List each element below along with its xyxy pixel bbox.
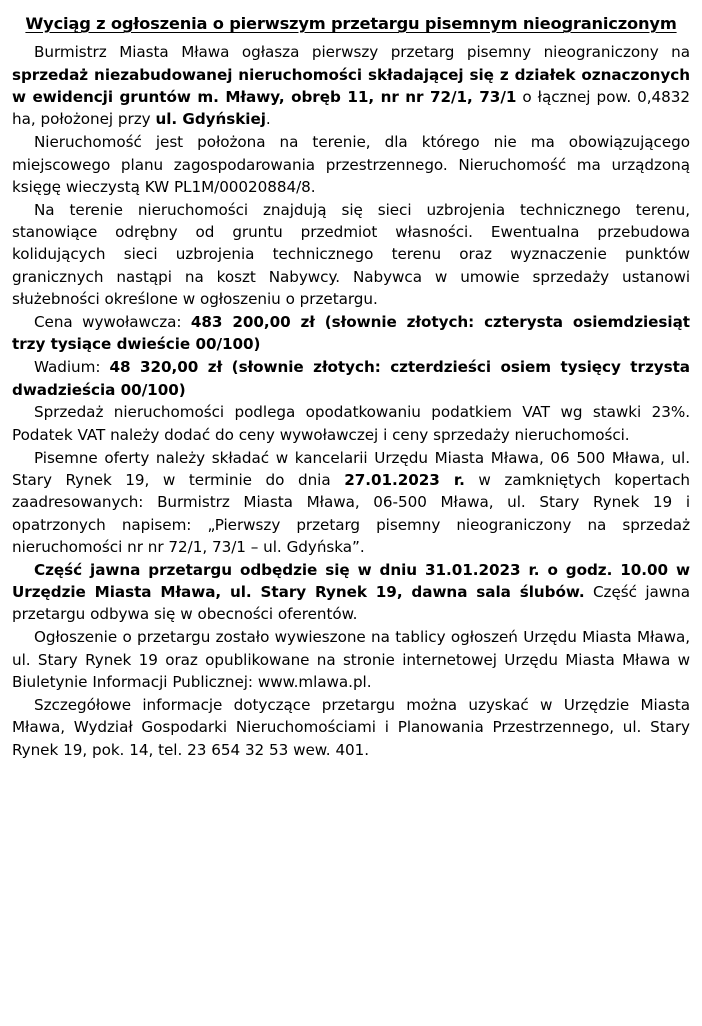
document-body: [12, 41, 690, 761]
p5-wadium: [12, 356, 690, 401]
p6-vat: [12, 401, 690, 446]
emphasis-text: Część jawna przetargu odbędzie się w dniu 31.01.2023 r. o godz. 10.00 w Urzędzie Miasta Mława, ul. Stary Rynek 19, dawna sala ślubów.: [12, 560, 690, 602]
body-text: Szczegółowe informacje dotyczące przetargu można uzyskać w Urzędzie Miasta Mława, Wydział Gospodarki Nieruchomościami i Planowania Przestrzennego, ul. Stary Rynek 19, pok. 14, tel. 23 654 32 53 wew. 401.: [12, 695, 690, 759]
body-text: Na terenie nieruchomości znajdują się sieci uzbrojenia technicznego terenu, stanowiące odrębny od gruntu przedmiot własności. Ewentualna przebudowa kolidujących sieci uzbrojenia technicznego terenu oraz wyznaczenie punktów granicznych nastąpi na koszt Nabywcy. Nabywca w umowie sprzedaży ustanowi służebności określone w ogłoszeniu o przetargu.: [12, 200, 690, 309]
p8-czesc-jawna: [12, 559, 690, 626]
p9-ogloszenie: [12, 626, 690, 693]
emphasis-text: 27.01.2023 r.: [344, 470, 465, 489]
p10-informacje: [12, 694, 690, 761]
body-text: Wadium:: [34, 358, 110, 377]
p2-plan: [12, 131, 690, 198]
emphasis-text: 483 200,00 zł (słownie złotych: czterysta osiemdziesiąt trzy tysiące dwieście 00/100): [12, 312, 690, 354]
p1-intro: [12, 41, 690, 130]
body-text: Burmistrz Miasta Mława ogłasza pierwszy przetarg pisemny nieograniczony na: [34, 43, 690, 62]
body-text: Ogłoszenie o przetargu zostało wywieszone na tablicy ogłoszeń Urzędu Miasta Mława, ul. Stary Rynek 19 oraz opublikowane na stronie internetowej Urzędu Miasta Mława w Biuletynie Informacji Publicznej: www.mlawa.pl.: [12, 628, 690, 691]
body-text: Część jawna przetargu odbywa się w obecności oferentów.: [12, 583, 690, 624]
page-title: Wyciąg z ogłoszenia o pierwszym przetargu pisemnym nieograniczonym: [25, 14, 677, 33]
p4-cena: [12, 311, 690, 356]
body-text: o łącznej pow. 0,4832 ha, położonej przy: [12, 88, 691, 129]
p7-oferty: [12, 447, 690, 559]
body-text: .: [265, 110, 271, 129]
emphasis-text: 48 320,00 zł (słownie złotych: czterdzieści osiem tysięcy trzysta dwadzieścia 00/100): [12, 358, 690, 399]
emphasis-text: ul. Gdyńskiej: [155, 110, 266, 129]
p3-sieci: [12, 199, 690, 311]
emphasis-text: sprzedaż niezabudowanej nieruchomości składającej się z działek oznaczonych w ewidencji gruntów m. Mławy, obręb 11, nr nr 72/1, 73/1: [12, 65, 690, 107]
body-text: Cena wywoławcza:: [34, 312, 191, 331]
body-text: w zamkniętych kopertach zaadresowanych: Burmistrz Miasta Mława, 06-500 Mława, ul. Stary Rynek 19 i opatrzonych napisem: „Pierwszy przetarg pisemny nieograniczony na sprzedaż nieruchomości nr nr 72/1, 73/1 – ul. Gdyńska”.: [12, 470, 690, 556]
body-text: Pisemne oferty należy składać w kancelarii Urzędu Miasta Mława, 06 500 Mława, ul. Stary Rynek 19, w terminie do dnia: [12, 448, 690, 489]
body-text: Nieruchomość jest położona na terenie, dla którego nie ma obowiązującego miejscowego planu zagospodarowania przestrzennego. Nieruchomość ma urządzoną księgę wieczystą KW PL1M/00020884/8.: [12, 133, 690, 196]
body-text: Sprzedaż nieruchomości podlega opodatkowaniu podatkiem VAT wg stawki 23%. Podatek VAT należy dodać do ceny wywoławczej i ceny sprzedaży nieruchomości.: [12, 403, 690, 444]
